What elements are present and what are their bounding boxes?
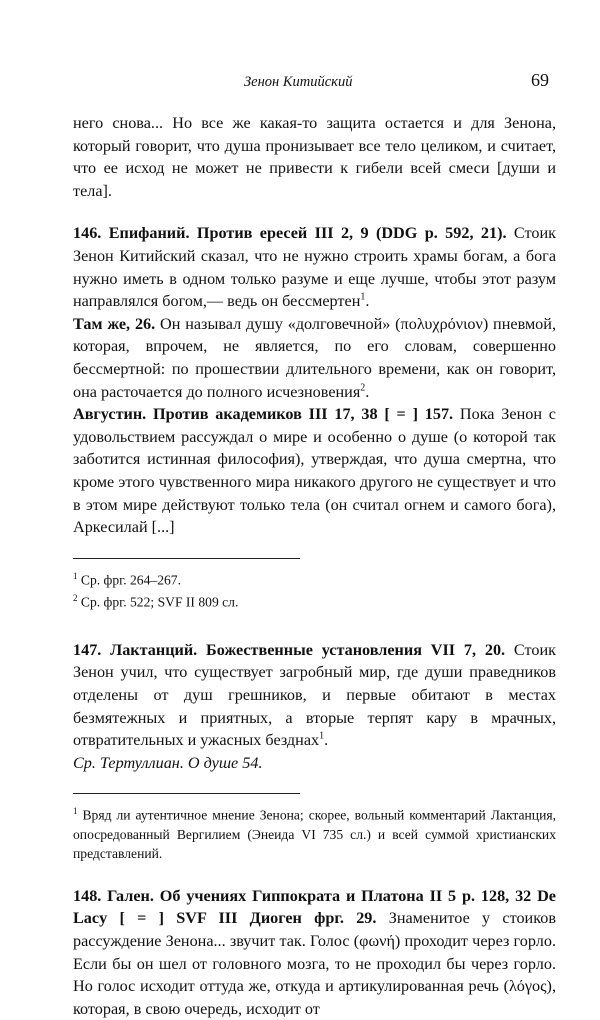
footnote: $^2$ Ср. фрг. 522; SVF II 809 сл. <box>73 593 239 610</box>
footnote-rule <box>73 793 300 794</box>
footnote: $^1$ Вряд ли аутентичное мнение Зенона; скорее, вольный комментарий Лактанция, опосредованный Вергилием (Энеида VI 735 сл.) и всей суммой христианских представлений. <box>73 806 556 861</box>
footnote-marker: 1 <box>360 291 366 303</box>
footnote-marker: 1 <box>319 730 325 742</box>
sub2-source: Августин. Против академиков III 17, 38 [ = ] 157. <box>73 405 454 424</box>
continuation-paragraph: него снова... Но все же какая-то защита остается и для Зенона, который говорит, что душа пронизывает все тело целиком, и считает, что ее исход не может не привести к гибели всей смеси [души и тела]. <box>73 114 556 200</box>
fragment-148 <box>73 885 556 1020</box>
fragment-148-heading: 148. Гален. Об учениях Гиппократа и Платона II 5 p. 128, 32 De Lacy [ = ] SVF III Диоген фрг. 29. <box>73 886 556 928</box>
page-number: 69 <box>531 70 549 90</box>
fragment-147-text: Стоик Зенон учил, что существует загробный мир, где души праведников отделены от душ грешников, и первые обитают в местах безмятежных и приятных, а вторые терпят кару в мрачных, отвратительных и ужасных безднах <box>73 640 556 750</box>
footnote-rule <box>73 558 300 559</box>
fragment-147-heading: 147. Лактанций. Божественные установления VII 7, 20. <box>73 640 506 659</box>
fragment-148-text: Знаменитое у стоиков рассуждение Зенона... звучит так. Голос (φωνή) проходит через горло. Если бы он шел от головного мозга, то не проходил бы через горло. Но голос исходит оттуда же, откуда и артикулированная речь (λόγος), которая, в свою очередь, исходит от <box>73 909 556 1018</box>
footnote-marker: 2 <box>360 382 366 394</box>
fragment-146-heading: 146. Епифаний. Против ересей III 2, 9 (DDG p. 592, 21). <box>73 224 507 243</box>
running-head <box>0 71 600 93</box>
fragment-147: 147. Лактанций. Божественные установления VII 7, 20. Стоик Зенон учил, что существует загробный мир, где души праведников отделены от душ грешников, и первые обитают в местах безмятежных и приятных, а вторые терпят кару в мрачных, отвратительных и ужасных безднах$^1$. <box>73 640 556 750</box>
cross-reference: Ср. Тертуллиан. О душе 54. <box>73 753 263 772</box>
sub1-text: Он называл душу «долговечной» (πολυχρόνιον) пневмой, которая, впрочем, не является, по его словам, совершенно бессмертной: по прошествии длительного времени, как он говорит, она расточается до полного исчезновения <box>73 314 556 401</box>
sub1-source: Там же, 26. <box>73 314 156 333</box>
fragment-146: 146. Епифаний. Против ересей III 2, 9 (DDG p. 592, 21). Стоик Зенон Китийский сказал, что не нужно строить храмы богам, а бога нужно иметь в одном только разуме и еще лучше, чтобы этот разум направлялся богом,— ведь он бессмертен$^1$. <box>73 224 556 311</box>
page-content <box>73 112 556 1020</box>
sub2-text: Пока Зенон с удовольствием рассуждал о мире и особенно о душе (о которой так заботится истинная философия), утверждая, что душа смертна, что кроме этого чувственного мира никакого другого не существует и что в этом мире действуют только тела (он считал огнем и самого бога), Аркесилай [...] <box>73 405 556 537</box>
footnote: $^1$ Ср. фрг. 264–267. <box>73 570 181 588</box>
running-title: Зенон Китийский <box>244 74 353 90</box>
fragment-146-sub2 <box>73 403 556 539</box>
fragment-146-text: Стоик Зенон Китийский сказал, что не нужно строить храмы богам, а бога нужно иметь в одном только разуме и еще лучше, чтобы этот разум направлялся богом,— ведь он бессмертен <box>73 224 556 311</box>
fragment-146-sub1: Там же, 26. Он называл душу «долговечной» (πολυχρόνιον) пневмой, которая, впрочем, не является, по его словам, совершенно бессмертной: по прошествии длительного времени, как он говорит, она расточается до полного исчезновения$^2$. <box>73 314 556 401</box>
